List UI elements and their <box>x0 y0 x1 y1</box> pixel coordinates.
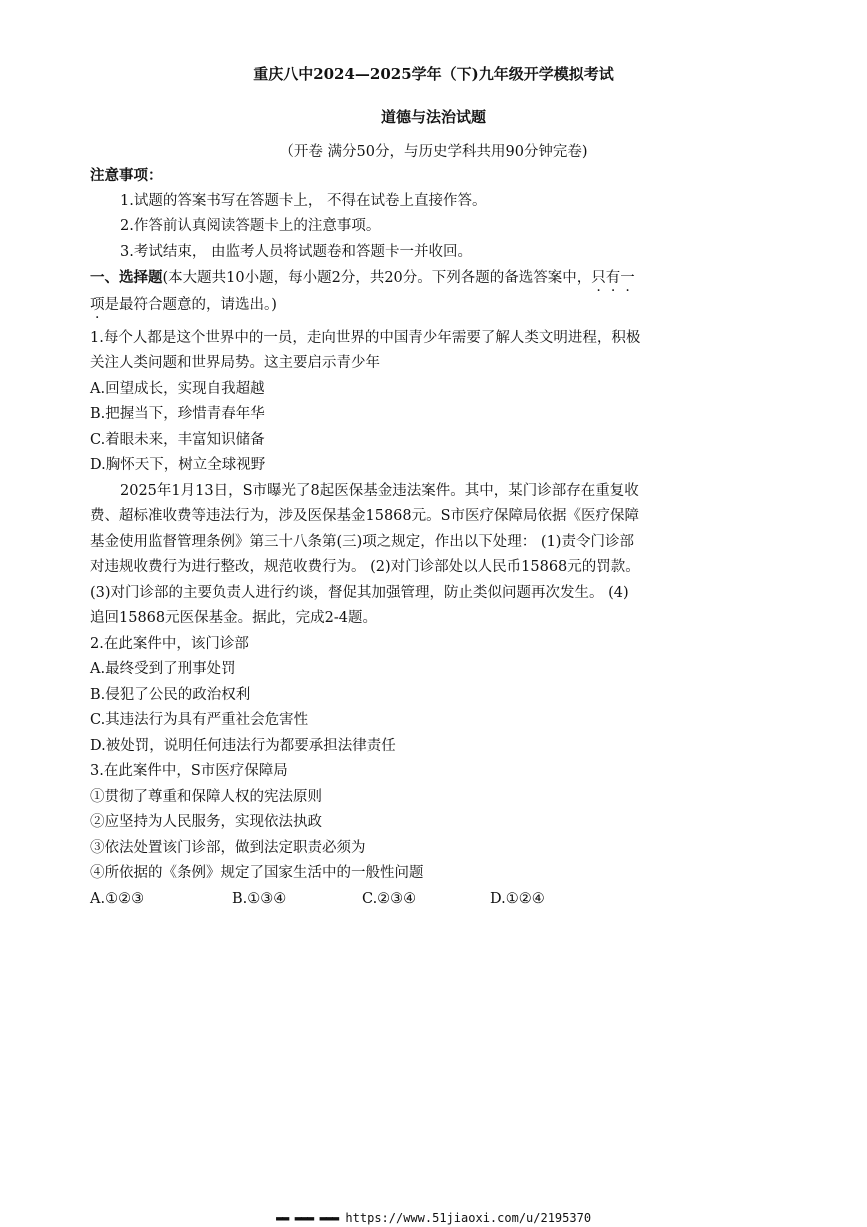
emphasis-char: 只 <box>591 270 606 286</box>
section-desc-line2 <box>90 295 277 315</box>
q3-statement-3: ③依法处置该门诊部，做到法定职责必须为 <box>90 840 366 856</box>
section-heading <box>90 268 635 288</box>
footer-url-link[interactable]: https://www.51jiaoxi.com/u/2195370 <box>345 1211 592 1225</box>
q3-statement-1: ①贯彻了尊重和保障人权的宪法原则 <box>90 789 322 805</box>
q1-option-a: A.回望成长，实现自我超越 <box>90 381 265 397</box>
material-line: 2025年1月13日，S市曝光了8起医保基金违法案件。其中，某门诊部存在重复收 <box>120 483 639 499</box>
q3-option-c: C.②③④ <box>362 891 417 907</box>
q3-statement-4: ④所依据的《条例》规定了国家生活中的一般性问题 <box>90 865 424 881</box>
section-label: 一、选择题 <box>90 269 163 286</box>
section-desc: (本大题共10小题，每小题2分，共20分。下列各题的备选答案中， <box>162 270 592 286</box>
exam-note: （开卷 满分50分，与历史学科共用90分钟完卷) <box>279 144 588 160</box>
emphasis-char: 有 <box>605 270 621 286</box>
notice-item: 1.试题的答案书写在答题卡上， 不得在试卷上直接作答。 <box>120 193 487 209</box>
section-desc-rest: 是最符合题意的，请选出。) <box>104 297 277 313</box>
emphasis-char: 项 <box>90 297 105 313</box>
q2-stem: 2.在此案件中，该门诊部 <box>90 636 249 652</box>
q2-option-a: A.最终受到了刑事处罚 <box>90 661 236 677</box>
q3-option-d: D.①②④ <box>490 891 545 907</box>
q3-option-b: B.①③④ <box>232 891 287 907</box>
q1-option-b: B.把握当下，珍惜青春年华 <box>90 406 265 422</box>
material-line: 追回15868元医保基金。据此，完成2-4题。 <box>90 610 377 626</box>
footer <box>0 1211 867 1225</box>
q1-option-d: D.胸怀天下，树立全球视野 <box>90 457 266 473</box>
notice-heading: 注意事项： <box>90 167 163 184</box>
notice-item: 2.作答前认真阅读答题卡上的注意事项。 <box>120 218 381 234</box>
material-line: 基金使用监督管理条例》第三十八条第(三)项之规定，作出以下处理： (1)责令门诊部 <box>90 534 634 550</box>
notice-item: 3.考试结束， 由监考人员将试题卷和答题卡一并收回。 <box>120 244 472 260</box>
q1-stem: 1.每个人都是这个世界中的一员，走向世界的中国青少年需要了解人类文明进程，积极 <box>90 330 641 346</box>
q2-option-c: C.其违法行为具有严重社会危害性 <box>90 712 309 728</box>
q2-option-d: D.被处罚，说明任何违法行为都要承担法律责任 <box>90 738 396 754</box>
q1-stem: 关注人类问题和世界局势。这主要启示青少年 <box>90 355 380 371</box>
material-line: (3)对门诊部的主要负责人进行约谈，督促其加强管理，防止类似问题再次发生。 (4) <box>90 585 629 601</box>
q1-option-c: C.着眼未来，丰富知识储备 <box>90 432 265 448</box>
emphasis-char: 一 <box>620 270 635 286</box>
exam-title: 重庆八中2024—2025学年（下)九年级开学模拟考试 <box>253 65 614 83</box>
footer-marks-icon: ▬▬ ▬▬▬ ▬▬▬ <box>275 1211 339 1225</box>
material-line: 对违规收费行为进行整改，规范收费行为。 (2)对门诊部处以人民币15868元的罚款。 <box>90 559 640 575</box>
material-line: 费、超标准收费等违法行为，涉及医保基金15868元。S市医疗保障局依据《医疗保障 <box>90 508 640 524</box>
q3-stem: 3.在此案件中，S市医疗保障局 <box>90 763 288 779</box>
q3-option-a: A.①②③ <box>90 891 145 907</box>
q2-option-b: B.侵犯了公民的政治权利 <box>90 687 251 703</box>
subject-title: 道德与法治试题 <box>380 108 486 126</box>
q3-statement-2: ②应坚持为人民服务，实现依法执政 <box>90 814 322 830</box>
